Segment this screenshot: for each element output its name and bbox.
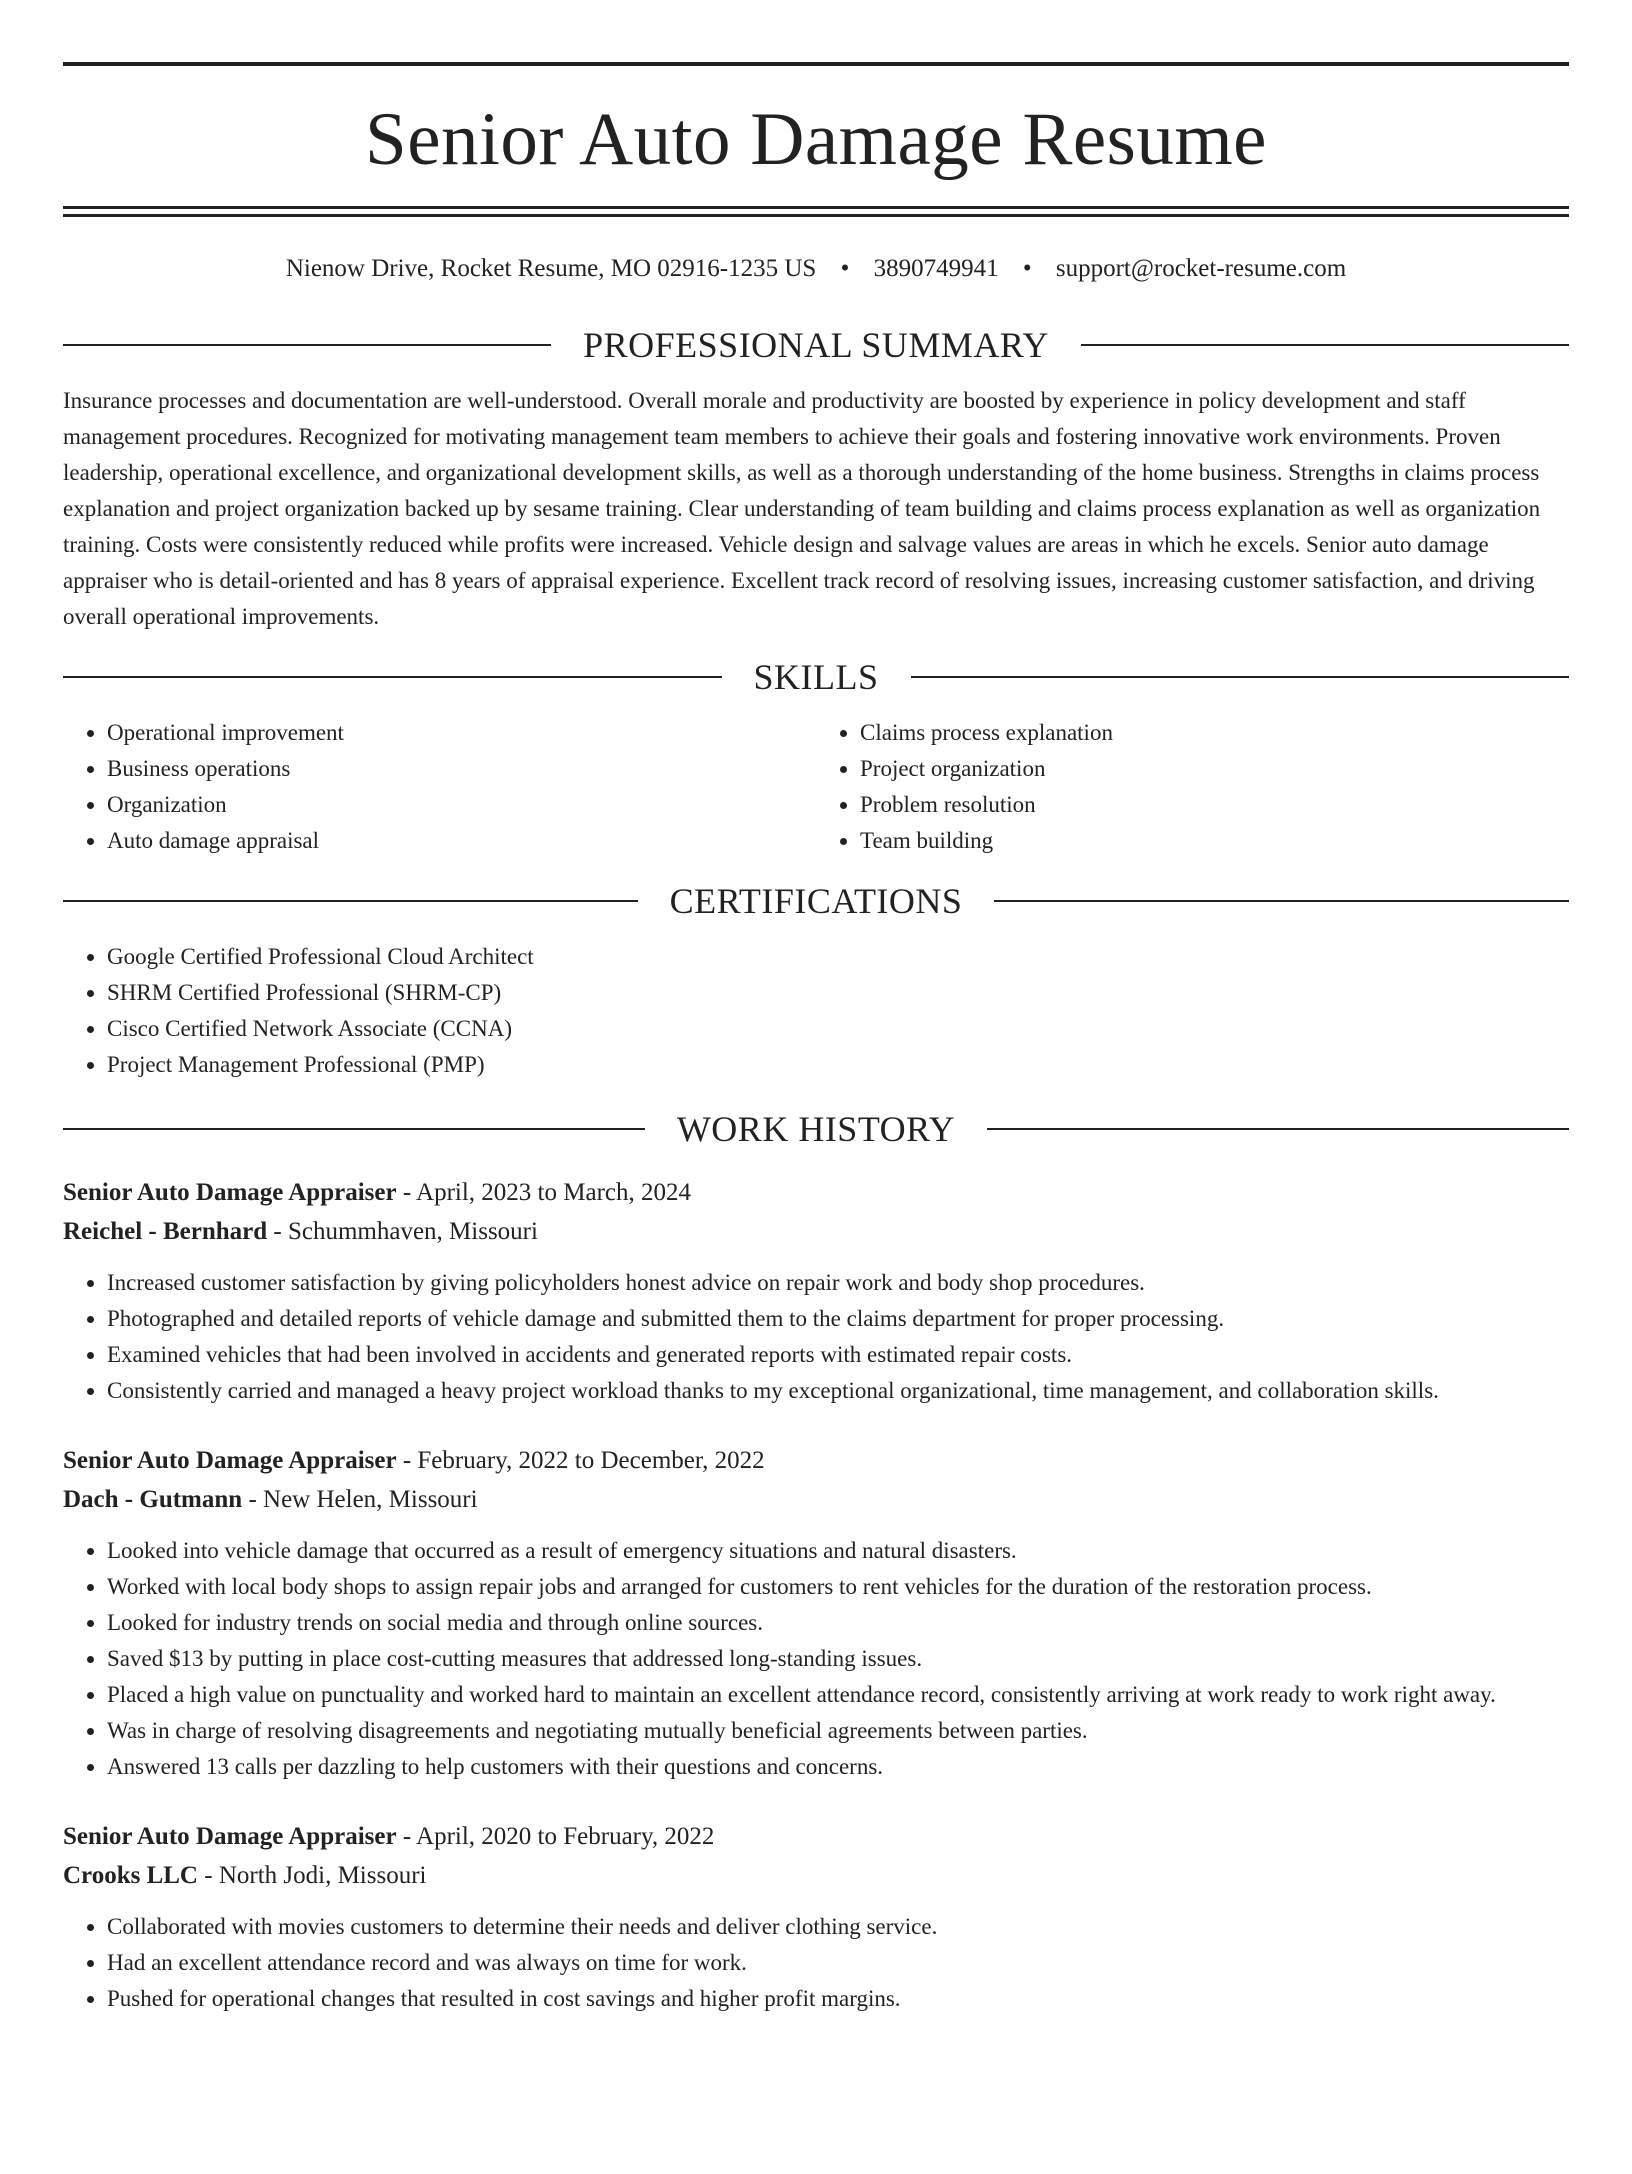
certification-item: • Google Certified Professional Cloud Architect (107, 939, 1569, 975)
contact-phone: 3890749941 (873, 255, 999, 282)
job-dates: - April, 2023 to March, 2024 (396, 1179, 691, 1206)
job-bullet: • Saved $13 by putting in place cost-cutting measures that addressed long-standing issues. (107, 1641, 1569, 1677)
skill-item: • Organization (107, 787, 816, 823)
skill-item: • Business operations (107, 751, 816, 787)
job-bullet: • Consistently carried and managed a heavy project workload thanks to my exceptional organizational, time management, and collaboration skills. (107, 1373, 1569, 1409)
job-entry (63, 1817, 1569, 2017)
job-title-line (63, 1441, 1569, 1480)
skill-item: • Team building (860, 823, 1569, 859)
job-title-line (63, 1173, 1569, 1212)
job-title-line (63, 1817, 1569, 1856)
job-company-line (63, 1480, 1569, 1519)
certifications-list (63, 939, 1569, 1083)
job-bullet: • Had an excellent attendance record and was always on time for work. (107, 1945, 1569, 1981)
job-bullet: • Examined vehicles that had been involved in accidents and generated reports with estimated repair costs. (107, 1337, 1569, 1373)
contact-separator: • (840, 255, 850, 282)
heading-rule (63, 900, 638, 902)
skill-item: • Project organization (860, 751, 1569, 787)
job-location: - New Helen, Missouri (242, 1486, 478, 1513)
skill-item: • Problem resolution (860, 787, 1569, 823)
certification-item: • Cisco Certified Network Associate (CCNA) (107, 1011, 1569, 1047)
certification-item: • SHRM Certified Professional (SHRM-CP) (107, 975, 1569, 1011)
job-bullet: • Looked for industry trends on social media and through online sources. (107, 1605, 1569, 1641)
job-entry (63, 1441, 1569, 1785)
resume-page (0, 62, 1632, 2174)
job-bullet: • Placed a high value on punctuality and worked hard to maintain an excellent attendance record, consistently arriving at work ready to work right away. (107, 1677, 1569, 1713)
certification-item: • Project Management Professional (PMP) (107, 1047, 1569, 1083)
job-role: Senior Auto Damage Appraiser (63, 1447, 397, 1474)
heading-rule (1081, 344, 1569, 346)
job-bullet: • Photographed and detailed reports of vehicle damage and submitted them to the claims department for proper processing. (107, 1301, 1569, 1337)
skills-right-list (816, 715, 1569, 859)
job-company: Reichel - Bernhard (63, 1218, 268, 1245)
job-company: Crooks LLC (63, 1862, 198, 1889)
heading-rule (63, 344, 551, 346)
skills-grid (63, 715, 1569, 859)
job-bullet: • Looked into vehicle damage that occurred as a result of emergency situations and natural disasters. (107, 1533, 1569, 1569)
top-rule (63, 62, 1569, 66)
skills-heading-label: SKILLS (753, 657, 879, 697)
heading-rule (987, 1128, 1569, 1130)
certifications-heading-label: CERTIFICATIONS (669, 881, 963, 921)
title-double-rule (63, 206, 1569, 217)
contact-address: Nienow Drive, Rocket Resume, MO 02916-1235 US (285, 255, 817, 282)
resume-title: Senior Auto Damage Resume (365, 98, 1267, 181)
job-bullets (63, 1533, 1569, 1785)
job-bullets (63, 1909, 1569, 2017)
summary-text: Insurance processes and documentation are well-understood. Overall morale and productivity are boosted by experience in policy development and staff management procedures. Recognized for motivating management team members to achieve their goals and fostering innovative work environments. Proven leadership, operational excellence, and organizational development skills, as well as a thorough understanding of the home business. Strengths in claims process explanation and project organization backed up by sesame training. Clear understanding of team building and claims process explanation as well as organization training. Costs were consistently reduced while profits were increased. Vehicle design and salvage values are areas in which he excels. Senior auto damage appraiser who is detail-oriented and has 8 years of appraisal experience. Excellent track record of resolving issues, increasing customer satisfaction, and driving overall operational improvements. (63, 388, 1541, 629)
job-bullet: • Was in charge of resolving disagreements and negotiating mutually beneficial agreements between parties. (107, 1713, 1569, 1749)
job-company-line (63, 1856, 1569, 1895)
contact-line (63, 253, 1569, 285)
skills-heading (63, 655, 1569, 699)
job-bullet: • Worked with local body shops to assign repair jobs and arranged for customers to rent vehicles for the duration of the restoration process. (107, 1569, 1569, 1605)
job-bullet: • Increased customer satisfaction by giving policyholders honest advice on repair work and body shop procedures. (107, 1265, 1569, 1301)
job-role: Senior Auto Damage Appraiser (63, 1823, 397, 1850)
heading-rule (63, 1128, 645, 1130)
job-bullets (63, 1265, 1569, 1409)
skill-item: • Operational improvement (107, 715, 816, 751)
contact-separator: • (1022, 255, 1032, 282)
job-dates: - February, 2022 to December, 2022 (396, 1447, 765, 1474)
skill-item: • Auto damage appraisal (107, 823, 816, 859)
job-bullet: • Pushed for operational changes that resulted in cost savings and higher profit margins. (107, 1981, 1569, 2017)
job-location: - Schummhaven, Missouri (267, 1218, 538, 1245)
summary-heading-label: PROFESSIONAL SUMMARY (583, 325, 1049, 365)
job-role: Senior Auto Damage Appraiser (63, 1179, 397, 1206)
job-company: Dach - Gutmann (63, 1486, 243, 1513)
job-bullet: • Collaborated with movies customers to determine their needs and deliver clothing service. (107, 1909, 1569, 1945)
job-entry (63, 1173, 1569, 1409)
contact-email: support@rocket-resume.com (1055, 255, 1347, 282)
job-bullet: • Answered 13 calls per dazzling to help customers with their questions and concerns. (107, 1749, 1569, 1785)
heading-rule (911, 676, 1570, 678)
heading-rule (994, 900, 1569, 902)
job-dates: - April, 2020 to February, 2022 (396, 1823, 715, 1850)
job-location: - North Jodi, Missouri (198, 1862, 427, 1889)
certifications-heading (63, 879, 1569, 923)
heading-rule (63, 676, 722, 678)
work-history-heading-label: WORK HISTORY (676, 1109, 956, 1149)
skill-item: • Claims process explanation (860, 715, 1569, 751)
skills-left-list (63, 715, 816, 859)
job-company-line (63, 1212, 1569, 1251)
summary-heading (63, 323, 1569, 367)
work-history-heading (63, 1107, 1569, 1151)
